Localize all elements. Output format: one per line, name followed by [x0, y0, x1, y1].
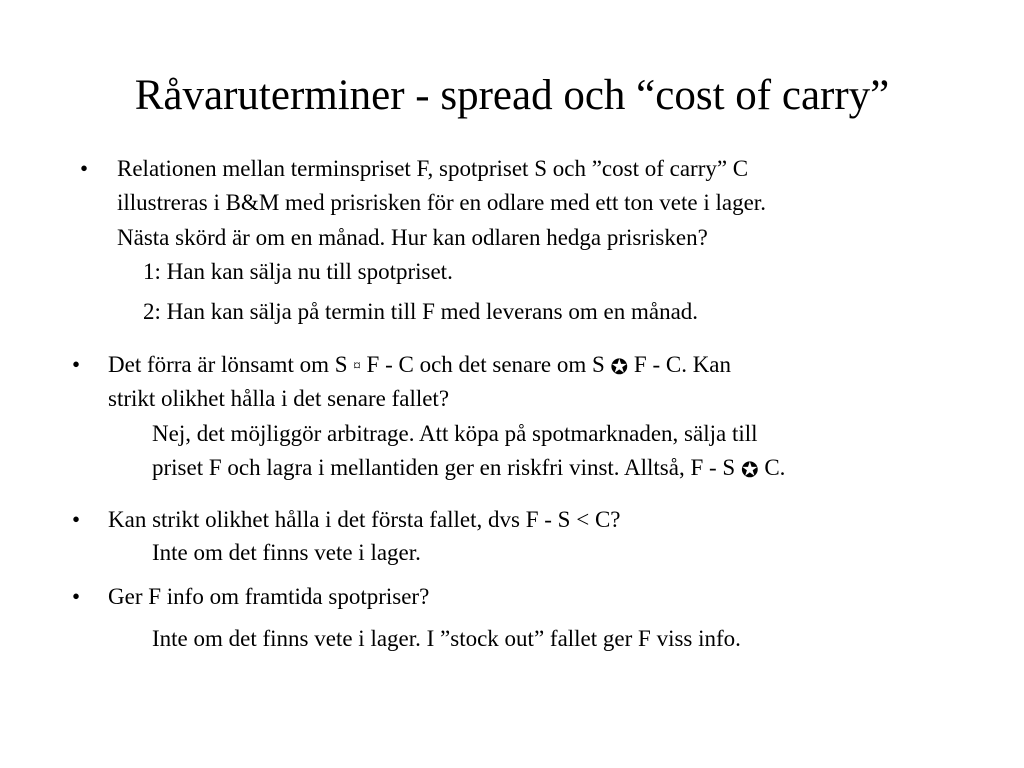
- bullet-2-line-1-part-c: F - C. Kan: [633, 352, 732, 377]
- bullet-2-line-1-part-b: F - C och det senare om S: [366, 352, 605, 377]
- bullet-2-line-2: strikt olikhet hålla i det senare fallet?: [108, 386, 450, 411]
- bullet-marker: •: [72, 352, 81, 377]
- bullet-2-subline-2-part-a: priset F och lagra i mellantiden ger en riskfri vinst. Alltså, F - S: [152, 455, 736, 480]
- inequality-symbol: ¤: [353, 358, 361, 374]
- bullet-1-subline-2: 2: Han kan sälja på termin till F med leverans om en månad.: [143, 299, 699, 324]
- bullet-3-subline-1: Inte om det finns vete i lager.: [152, 540, 421, 565]
- bullet-2-subline-2-part-b: C.: [764, 455, 786, 480]
- bullet-3-line-1: Kan strikt olikhet hålla i det första fallet, dvs F - S < C?: [108, 507, 621, 532]
- bullet-2-line-1: [108, 350, 731, 382]
- bullet-2-subline-2: [152, 453, 785, 485]
- bullet-1-subline-1: 1: Han kan sälja nu till spotpriset.: [143, 259, 453, 284]
- bullet-4-subline-1: Inte om det finns vete i lager. I ”stock out” fallet ger F viss info.: [152, 626, 741, 651]
- bullet-marker: •: [72, 507, 81, 532]
- bullet-1-line-3: Nästa skörd är om en månad. Hur kan odlaren hedga prisrisken?: [117, 225, 708, 250]
- bullet-2-subline-1: Nej, det möjliggör arbitrage. Att köpa på spotmarknaden, sälja till: [152, 421, 758, 446]
- slide-title: Råvaruterminer - spread och “cost of carry”: [134, 72, 890, 119]
- bullet-2-line-1-part-a: Det förra är lönsamt om S: [108, 352, 348, 377]
- bullet-marker: •: [80, 156, 89, 181]
- bullet-marker: •: [72, 584, 81, 609]
- inequality-symbol: ✪: [610, 355, 629, 379]
- bullet-4-line-1: Ger F info om framtida spotpriser?: [108, 584, 430, 609]
- bullet-1-line-2: illustreras i B&M med prisrisken för en odlare med ett ton vete i lager.: [117, 190, 766, 215]
- bullet-1-line-1: Relationen mellan terminspriset F, spotpriset S och ”cost of carry” C: [117, 156, 749, 181]
- inequality-symbol: ✪: [740, 458, 759, 482]
